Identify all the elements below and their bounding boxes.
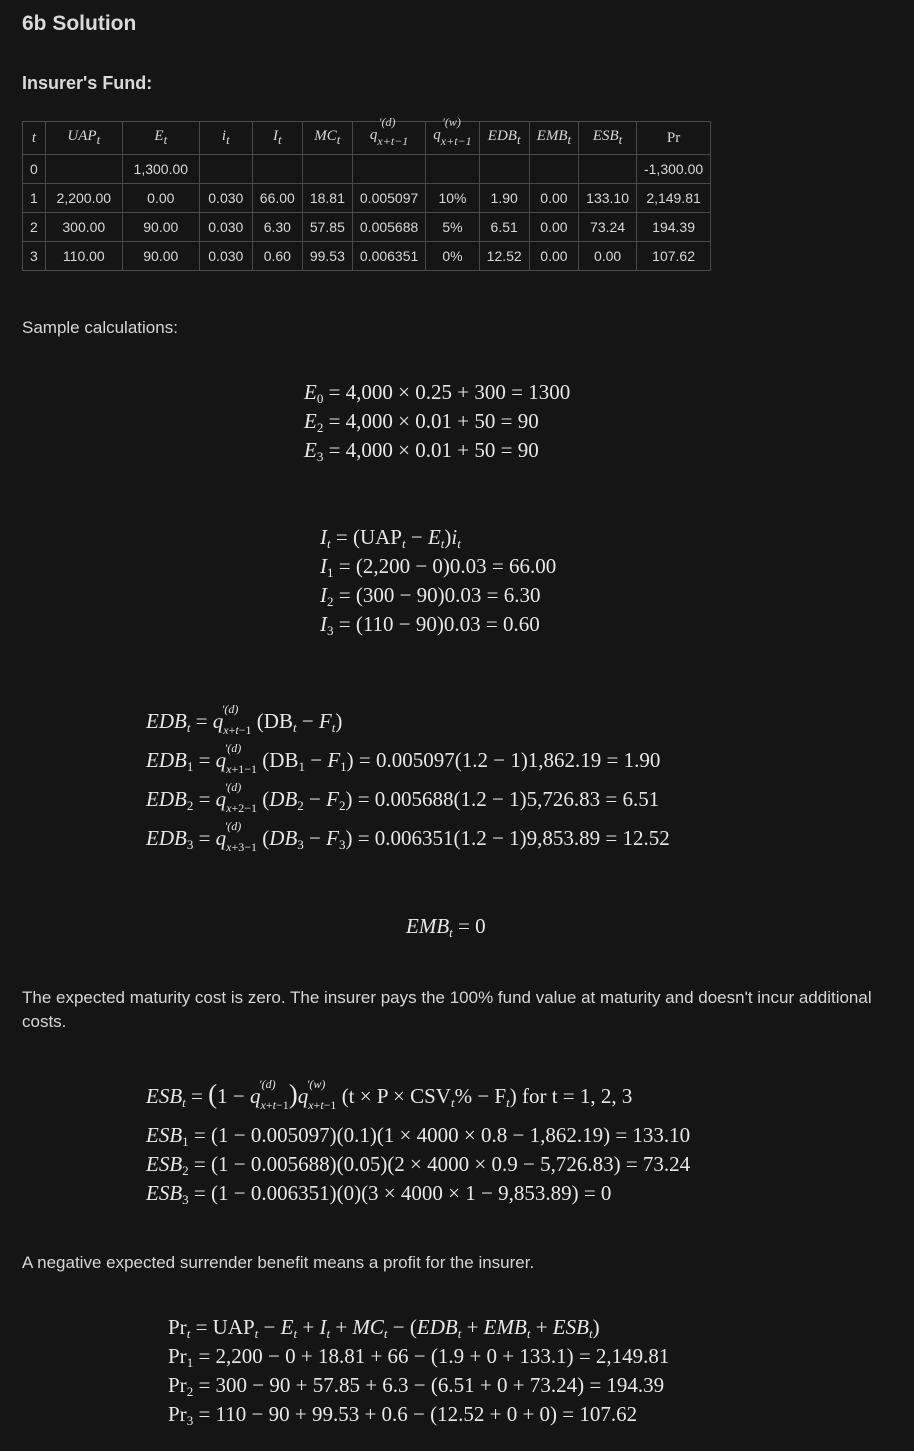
table-header-row bbox=[23, 122, 711, 155]
table-cell: 0.00 bbox=[529, 184, 578, 213]
table-cell: 99.53 bbox=[302, 242, 352, 271]
col-header-i-rate: $i_t$ bbox=[199, 122, 252, 155]
emb-equation bbox=[406, 912, 486, 941]
table-cell: 133.10 bbox=[579, 184, 637, 213]
equation-line: $ESB_t = (1 - q$ ′(d) $_{x+t-1}$)q ′(w) $_{x+t-1}$ $(t \times P \times CSV_t\% - F_t)$ for t = 1, 2, 3 bbox=[146, 1077, 633, 1112]
table-cell: 12.52 bbox=[479, 242, 529, 271]
table-cell: 0.60 bbox=[252, 242, 302, 271]
equation-line: $Pr_1 = 2,200 - 0 + 18.81 + 66 - (1.9 + 0 + 133.1) = 2,149.81$ bbox=[168, 1344, 670, 1370]
table-row bbox=[23, 213, 711, 242]
table-cell bbox=[199, 155, 252, 184]
col-header-mc: $MC_t$ bbox=[302, 122, 352, 155]
table-cell: -1,300.00 bbox=[636, 155, 710, 184]
table-cell: 0.00 bbox=[529, 213, 578, 242]
col-header-edb: $EDB_t$ bbox=[479, 122, 529, 155]
table-cell bbox=[579, 155, 637, 184]
equation-line: $EDB_1 = q$ ′(d) $_{x+1-1}$ $(DB_1 - F_1) = 0.005097(1.2 - 1)1,862.19 = 1.90$ bbox=[146, 741, 661, 776]
table-cell: 73.24 bbox=[579, 213, 637, 242]
col-header-emb: $EMB_t$ bbox=[529, 122, 578, 155]
table-cell bbox=[529, 155, 578, 184]
equation-line: $I_t = (UAP_t - E_t)i_t$ bbox=[320, 525, 461, 551]
section-title: Insurer's Fund: bbox=[22, 73, 153, 93]
table-cell: 194.39 bbox=[636, 213, 710, 242]
table-cell: 18.81 bbox=[302, 184, 352, 213]
equation-line: $E_2 = 4,000 \times 0.01 + 50 = 90$ bbox=[304, 409, 539, 435]
esb-equations bbox=[146, 1077, 691, 1208]
col-header-t: t bbox=[23, 122, 46, 155]
table-cell: 1 bbox=[23, 184, 46, 213]
equation-line: $ESB_3 = (1 - 0.006351)(0)(3 \times 4000 \times 1 - 9,853.89) = 0$ bbox=[146, 1181, 612, 1207]
table-row bbox=[23, 242, 711, 271]
table-cell bbox=[426, 155, 479, 184]
col-header-esb: $ESB_t$ bbox=[579, 122, 637, 155]
equation-line: $Pr_t = UAP_t - E_t + I_t + MC_t - (EDB_t + EMB_t + ESB_t)$ bbox=[168, 1315, 600, 1341]
table-cell: 5% bbox=[426, 213, 479, 242]
col-header-qw: q ′(w) $_{x+t-1}$ bbox=[426, 122, 479, 155]
table-cell: 0.005097 bbox=[352, 184, 425, 213]
col-header-pr: Pr bbox=[636, 122, 710, 155]
equation-line: $ESB_1 = (1 - 0.005097)(0.1)(1 \times 4000 \times 0.8 - 1,862.19) = 133.10$ bbox=[146, 1123, 691, 1149]
table-cell bbox=[302, 155, 352, 184]
table-row bbox=[23, 155, 711, 184]
equation-line: $EMB_t = 0$ bbox=[406, 914, 486, 940]
table-cell: 0.00 bbox=[122, 184, 199, 213]
table-cell bbox=[479, 155, 529, 184]
table-cell: 110.00 bbox=[45, 242, 122, 271]
table-cell: 0.030 bbox=[199, 242, 252, 271]
table-cell: 66.00 bbox=[252, 184, 302, 213]
table-cell: 300.00 bbox=[45, 213, 122, 242]
equation-line: $EDB_2 = q$ ′(d) $_{x+2-1}$ $(DB_2 - F_2) = 0.005688(1.2 - 1)5,726.83 = 6.51$ bbox=[146, 780, 660, 815]
equation-line: $Pr_2 = 300 - 90 + 57.85 + 6.3 - (6.51 + 0 + 73.24) = 194.39$ bbox=[168, 1373, 665, 1399]
table-cell bbox=[252, 155, 302, 184]
table-cell bbox=[352, 155, 425, 184]
col-header-i: $I_t$ bbox=[252, 122, 302, 155]
table-cell: 2,149.81 bbox=[636, 184, 710, 213]
table-cell: 0.030 bbox=[199, 213, 252, 242]
equation-line: $Pr_3 = 110 - 90 + 99.53 + 0.6 - (12.52 + 0 + 0) = 107.62$ bbox=[168, 1402, 638, 1428]
expense-equations bbox=[304, 378, 570, 465]
table-cell: 1,300.00 bbox=[122, 155, 199, 184]
insurer-fund-table bbox=[22, 115, 711, 271]
table-row bbox=[23, 184, 711, 213]
table-cell: 6.51 bbox=[479, 213, 529, 242]
table-cell: 2 bbox=[23, 213, 46, 242]
col-header-e: $E_t$ bbox=[122, 122, 199, 155]
table-cell: 0% bbox=[426, 242, 479, 271]
profit-equations bbox=[168, 1313, 669, 1429]
table-cell: 10% bbox=[426, 184, 479, 213]
table-cell: 3 bbox=[23, 242, 46, 271]
table-cell: 107.62 bbox=[636, 242, 710, 271]
page-title: 6b Solution bbox=[22, 12, 137, 35]
equation-line: $E_0 = 4,000 \times 0.25 + 300 = 1300$ bbox=[304, 380, 571, 406]
equation-line: $I_2 = (300 - 90)0.03 = 6.30$ bbox=[320, 583, 541, 609]
table-cell: 90.00 bbox=[122, 213, 199, 242]
surrender-note: A negative expected surrender benefit means a profit for the insurer. bbox=[22, 1253, 535, 1272]
col-header-uap: $UAP_t$ bbox=[45, 122, 122, 155]
table-cell: 90.00 bbox=[122, 242, 199, 271]
maturity-note: The expected maturity cost is zero. The insurer pays the 100% fund value at maturity and doesn't incur additional costs. bbox=[22, 988, 872, 1031]
table-cell: 0.00 bbox=[529, 242, 578, 271]
table-cell bbox=[45, 155, 122, 184]
col-header-qd: q ′(d) $_{x+t-1}$ bbox=[352, 122, 425, 155]
table-cell: 1.90 bbox=[479, 184, 529, 213]
edb-equations bbox=[146, 702, 670, 858]
equation-line: $ESB_2 = (1 - 0.005688)(0.05)(2 \times 4000 \times 0.9 - 5,726.83) = 73.24$ bbox=[146, 1152, 691, 1178]
equation-line: $EDB_3 = q$ ′(d) $_{x+3-1}$ $(DB_3 - F_3) = 0.006351(1.2 - 1)9,853.89 = 12.52$ bbox=[146, 819, 670, 854]
equation-line: $EDB_t = q$ ′(d) $_{x+t-1}$ $(DB_t - F_t)$ bbox=[146, 702, 343, 737]
table-cell: 0.030 bbox=[199, 184, 252, 213]
table-cell: 0.00 bbox=[579, 242, 637, 271]
table-cell: 0.006351 bbox=[352, 242, 425, 271]
table-cell: 0 bbox=[23, 155, 46, 184]
table-cell: 2,200.00 bbox=[45, 184, 122, 213]
sample-calculations-label: Sample calculations: bbox=[22, 318, 178, 337]
table-cell: 6.30 bbox=[252, 213, 302, 242]
equation-line: $E_3 = 4,000 \times 0.01 + 50 = 90$ bbox=[304, 438, 539, 464]
table-cell: 57.85 bbox=[302, 213, 352, 242]
interest-equations bbox=[320, 523, 556, 639]
equation-line: $I_3 = (110 - 90)0.03 = 0.60$ bbox=[320, 612, 540, 638]
equation-line: $I_1 = (2,200 - 0)0.03 = 66.00$ bbox=[320, 554, 557, 580]
table-cell: 0.005688 bbox=[352, 213, 425, 242]
